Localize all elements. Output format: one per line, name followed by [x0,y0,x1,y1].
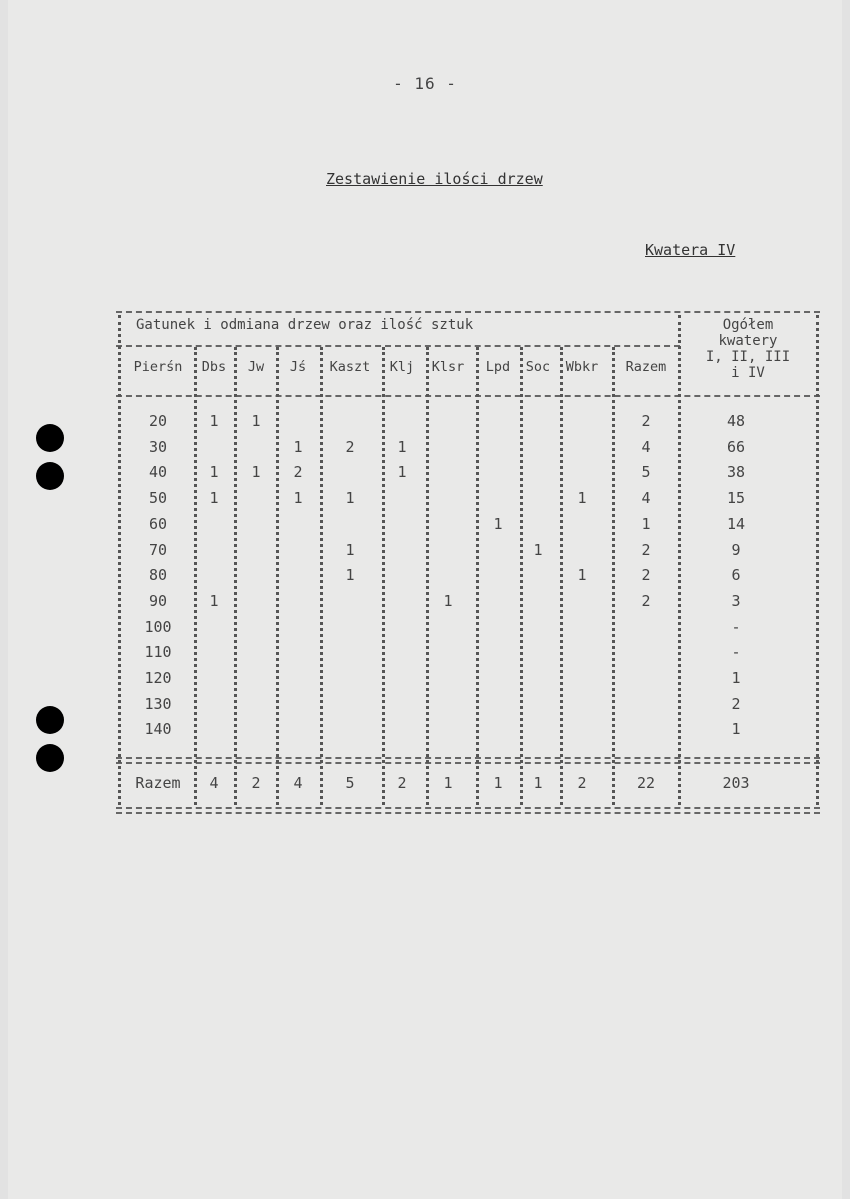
count-cell: 1 [397,463,407,482]
column-separator [520,347,523,805]
diameter-cell: 110 [144,643,172,662]
totals-cell: 1 [493,774,503,792]
total-cell: 14 [726,514,746,533]
total-cell: 48 [726,412,746,430]
diameter-cell: 100 [144,617,172,636]
punch-hole [36,706,64,734]
totals-rule [116,757,820,764]
diameter-cell: 120 [144,669,172,687]
diameter-cell: 130 [144,694,172,713]
punch-hole [36,462,64,490]
tree-count-table [116,311,820,819]
column-separator [276,347,279,805]
total-cell: - [731,617,741,636]
count-cell: 1 [345,566,355,585]
total-header-line: Ogółem [722,317,774,333]
total-cell: 1 [731,669,741,687]
count-cell: 1 [345,489,355,508]
count-cell: 1 [533,540,543,559]
diameter-cell: 20 [148,412,168,430]
count-cell: 4 [641,437,651,456]
count-cell: 2 [641,566,651,585]
count-cell: 2 [345,437,355,456]
column-separator [426,347,429,805]
totals-label: Razem [135,774,181,792]
column-separator [816,315,819,805]
column-header: Soc [525,359,551,375]
count-cell: 1 [443,591,453,610]
page-number: - 16 - [393,74,457,93]
column-separator [234,347,237,805]
group-underline [116,345,680,347]
diameter-cell: 50 [148,489,168,508]
column-header: Jw [247,359,265,375]
diameter-cell: 30 [148,437,168,456]
diameter-cell: 40 [148,463,168,482]
total-header-line: kwatery [718,333,778,349]
count-cell: 1 [577,489,587,508]
diameter-cell: 70 [148,540,168,559]
punch-hole [36,744,64,772]
totals-cell: 5 [345,774,355,792]
total-cell: 3 [731,591,741,610]
column-header: Klj [389,359,415,375]
total-cell: 1 [731,720,741,739]
count-cell: 1 [209,412,219,430]
column-separator [678,315,681,805]
group-header: Gatunek i odmiana drzew oraz ilość sztuk [136,317,474,333]
count-cell: 1 [641,514,651,533]
totals-cell: 4 [209,774,219,792]
column-header: Lpd [485,359,511,375]
count-cell: 2 [641,591,651,610]
column-header: Kaszt [329,359,371,375]
count-cell: 1 [209,463,219,482]
count-cell: 1 [209,489,219,508]
count-cell: 1 [251,463,261,482]
punch-hole [36,424,64,452]
count-cell: 5 [641,463,651,482]
total-cell: 2 [731,694,741,713]
totals-cell: 2 [397,774,407,792]
total-cell: - [731,643,741,662]
column-header: Jś [289,359,307,375]
column-separator [612,347,615,805]
column-header: Dbs [201,359,227,375]
section-subtitle: Kwatera IV [645,241,736,259]
table-bottom-rule [116,807,820,814]
total-cell: 6 [731,566,741,585]
count-cell: 1 [209,591,219,610]
total-header [692,317,804,381]
column-header: Pierśn [133,359,183,375]
total-cell: 15 [726,489,746,508]
diameter-cell: 80 [148,566,168,585]
count-cell: 1 [251,412,261,430]
totals-cell: 1 [443,774,453,792]
diameter-cell: 140 [144,720,172,739]
column-header: Razem [625,359,667,375]
count-cell: 1 [293,437,303,456]
count-cell: 1 [345,540,355,559]
diameter-cell: 90 [148,591,168,610]
totals-cell: 22 [636,774,656,792]
column-header: Klsr [431,359,465,375]
count-cell: 2 [641,412,651,430]
header-rule [116,395,820,397]
count-cell: 1 [577,566,587,585]
total-header-line: i IV [731,365,765,381]
document-title: Zestawienie ilości drzew [326,170,543,188]
table-top-rule [116,311,820,313]
totals-cell: 1 [533,774,543,792]
total-cell: 38 [726,463,746,482]
count-cell: 1 [493,514,503,533]
column-separator [382,347,385,805]
total-cell: 66 [726,437,746,456]
count-cell: 1 [293,489,303,508]
column-separator [118,315,121,805]
column-header: Wbkr [565,359,599,375]
count-cell: 2 [293,463,303,482]
column-separator [476,347,479,805]
diameter-cell: 60 [148,514,168,533]
totals-cell: 4 [293,774,303,792]
totals-cell: 2 [251,774,261,792]
count-cell: 1 [397,437,407,456]
count-cell: 4 [641,489,651,508]
total-header-line: I, II, III [705,349,791,365]
total-cell: 9 [731,540,741,559]
totals-cell: 203 [722,774,750,792]
totals-cell: 2 [577,774,587,792]
count-cell: 2 [641,540,651,559]
